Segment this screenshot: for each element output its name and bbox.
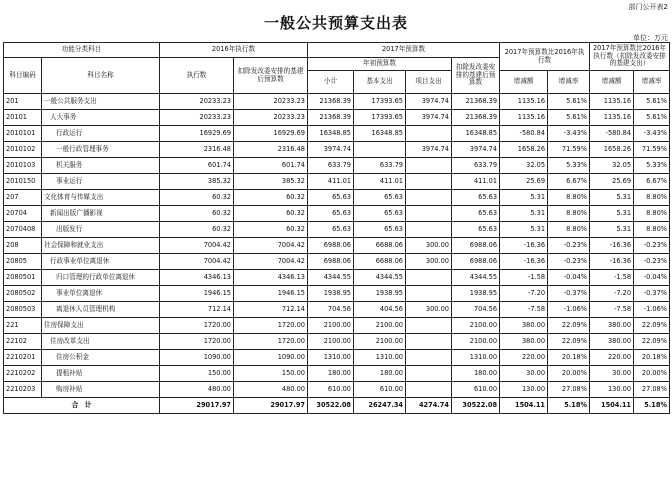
header-change-2017-vs-2016: 2017年预算数比2016年执行数 [500, 43, 590, 71]
cell-name: 事业运行 [42, 174, 160, 190]
cell-basic: 17393.65 [354, 110, 406, 126]
cell-project [406, 206, 452, 222]
cell-exec: 150.00 [160, 366, 234, 382]
cell-project: 3974.74 [406, 110, 452, 126]
cell-incr-amt-2: 5.31 [590, 222, 634, 238]
cell-code: 2080503 [4, 302, 42, 318]
cell-code: 2010102 [4, 142, 42, 158]
cell-incr-rate: -0.23% [548, 238, 590, 254]
cell-exec: 20233.23 [160, 110, 234, 126]
header-incr-rate: 增减率 [548, 71, 590, 94]
cell-exec-excl: 7004.42 [234, 254, 308, 270]
cell-incr-amt: 25.69 [500, 174, 548, 190]
cell-budget-excl: 180.00 [452, 366, 500, 382]
cell-basic: 1310.00 [354, 350, 406, 366]
header-budget-2017: 2017年预算数 [308, 43, 500, 58]
cell-incr-rate-2: 5.61% [634, 94, 670, 110]
cell-code: 22102 [4, 334, 42, 350]
cell-name: 人大事务 [42, 110, 160, 126]
cell-project: 3974.74 [406, 94, 452, 110]
cell-code: 207 [4, 190, 42, 206]
cell-exec-excl: 1090.00 [234, 350, 308, 366]
cell-incr-rate: -0.23% [548, 254, 590, 270]
cell-budget-excl: 4344.55 [452, 270, 500, 286]
header-name: 科目名称 [42, 58, 160, 94]
total-cell-exec: 29017.97 [160, 398, 234, 414]
total-cell-incr-amt-2: 1504.11 [590, 398, 634, 414]
cell-name: 归口管理的行政单位离退休 [42, 270, 160, 286]
cell-incr-amt: -16.36 [500, 238, 548, 254]
cell-incr-rate: -3.43% [548, 126, 590, 142]
cell-exec-excl: 385.32 [234, 174, 308, 190]
cell-incr-amt: 1135.16 [500, 110, 548, 126]
cell-incr-amt-2: 1658.26 [590, 142, 634, 158]
cell-budget-excl: 1310.00 [452, 350, 500, 366]
cell-incr-amt-2: -7.20 [590, 286, 634, 302]
total-cell-incr-amt: 1504.11 [500, 398, 548, 414]
cell-incr-rate: 8.80% [548, 222, 590, 238]
cell-subtotal: 65.63 [308, 222, 354, 238]
cell-subtotal: 2100.00 [308, 334, 354, 350]
unit-label: 单位：万元 [633, 34, 668, 42]
table-row [4, 382, 670, 398]
cell-incr-rate: 8.80% [548, 206, 590, 222]
cell-project [406, 158, 452, 174]
table-row [4, 302, 670, 318]
table-row [4, 94, 670, 110]
table-row [4, 270, 670, 286]
cell-incr-rate-2: 6.67% [634, 174, 670, 190]
cell-code: 221 [4, 318, 42, 334]
cell-exec-excl: 4346.13 [234, 270, 308, 286]
header-budget-excl-ndrc: 扣除发改委安排的基建后预算数 [452, 58, 500, 94]
cell-subtotal: 6988.06 [308, 254, 354, 270]
table-row [4, 142, 670, 158]
cell-incr-rate: 6.67% [548, 174, 590, 190]
table-row [4, 174, 670, 190]
cell-subtotal: 3974.74 [308, 142, 354, 158]
cell-incr-amt-2: 5.31 [590, 206, 634, 222]
cell-project [406, 222, 452, 238]
cell-exec-excl: 60.32 [234, 206, 308, 222]
cell-incr-amt: 5.31 [500, 190, 548, 206]
cell-code: 2210202 [4, 366, 42, 382]
cell-exec: 480.00 [160, 382, 234, 398]
budget-table [3, 42, 670, 414]
cell-incr-amt-2: 220.00 [590, 350, 634, 366]
cell-name: 一般公共服务支出 [42, 94, 160, 110]
total-row [4, 398, 670, 414]
cell-budget-excl: 65.63 [452, 206, 500, 222]
cell-incr-rate: 27.08% [548, 382, 590, 398]
cell-basic: 610.00 [354, 382, 406, 398]
cell-code: 2080501 [4, 270, 42, 286]
cell-exec-excl: 712.14 [234, 302, 308, 318]
cell-exec: 1720.00 [160, 334, 234, 350]
cell-exec: 601.74 [160, 158, 234, 174]
cell-project [406, 382, 452, 398]
cell-subtotal: 6988.06 [308, 238, 354, 254]
cell-name: 住房公积金 [42, 350, 160, 366]
cell-exec-excl: 2316.48 [234, 142, 308, 158]
table-row [4, 190, 670, 206]
cell-exec: 1946.15 [160, 286, 234, 302]
cell-name: 住房保障支出 [42, 318, 160, 334]
cell-incr-rate: 20.18% [548, 350, 590, 366]
cell-subtotal: 1938.95 [308, 286, 354, 302]
cell-name: 离退休人员管理机构 [42, 302, 160, 318]
table-row [4, 126, 670, 142]
table-row [4, 222, 670, 238]
cell-subtotal: 704.56 [308, 302, 354, 318]
cell-project: 300.00 [406, 238, 452, 254]
cell-incr-rate-2: -0.23% [634, 238, 670, 254]
header-row-1 [4, 43, 670, 58]
cell-incr-rate: -1.06% [548, 302, 590, 318]
table-row [4, 206, 670, 222]
cell-budget-excl: 3974.74 [452, 142, 500, 158]
header-year-budget: 年初预算数 [308, 58, 452, 71]
cell-subtotal: 610.00 [308, 382, 354, 398]
cell-incr-amt: -7.58 [500, 302, 548, 318]
cell-code: 2010101 [4, 126, 42, 142]
cell-incr-amt-2: 5.31 [590, 190, 634, 206]
cell-exec: 16929.69 [160, 126, 234, 142]
cell-budget-excl: 704.56 [452, 302, 500, 318]
total-cell-incr-rate-2: 5.18% [634, 398, 670, 414]
header-incr-rate-2: 增减率 [634, 71, 670, 94]
cell-incr-amt-2: -16.36 [590, 254, 634, 270]
cell-name: 购房补贴 [42, 382, 160, 398]
page-title: 一般公共预算支出表 [263, 14, 408, 32]
cell-exec: 4346.13 [160, 270, 234, 286]
cell-basic: 65.63 [354, 222, 406, 238]
cell-exec-excl: 1720.00 [234, 318, 308, 334]
cell-subtotal: 16348.85 [308, 126, 354, 142]
cell-subtotal: 4344.55 [308, 270, 354, 286]
cell-incr-rate-2: 5.61% [634, 110, 670, 126]
cell-basic: 633.79 [354, 158, 406, 174]
cell-incr-amt-2: 30.00 [590, 366, 634, 382]
cell-incr-rate-2: -1.06% [634, 302, 670, 318]
cell-exec: 7004.42 [160, 238, 234, 254]
table-row [4, 350, 670, 366]
total-cell-incr-rate: 5.18% [548, 398, 590, 414]
cell-incr-amt-2: 25.69 [590, 174, 634, 190]
table-row [4, 158, 670, 174]
cell-exec: 20233.23 [160, 94, 234, 110]
cell-project [406, 190, 452, 206]
header-basic: 基本支出 [354, 71, 406, 94]
cell-project: 300.00 [406, 302, 452, 318]
cell-project [406, 334, 452, 350]
cell-incr-rate-2: -0.23% [634, 254, 670, 270]
cell-exec-excl: 20233.23 [234, 110, 308, 126]
cell-name: 一般行政管理事务 [42, 142, 160, 158]
cell-exec-excl: 60.32 [234, 222, 308, 238]
cell-incr-amt: 380.00 [500, 334, 548, 350]
cell-project [406, 366, 452, 382]
cell-name: 社会保障和就业支出 [42, 238, 160, 254]
cell-project [406, 126, 452, 142]
cell-incr-amt: 380.00 [500, 318, 548, 334]
cell-project [406, 174, 452, 190]
header-subtotal: 小计 [308, 71, 354, 94]
cell-incr-rate-2: 71.59% [634, 142, 670, 158]
cell-project [406, 270, 452, 286]
cell-subtotal: 411.01 [308, 174, 354, 190]
cell-basic: 2100.00 [354, 334, 406, 350]
cell-exec: 712.14 [160, 302, 234, 318]
cell-basic: 16348.85 [354, 126, 406, 142]
cell-incr-rate-2: -0.37% [634, 286, 670, 302]
cell-budget-excl: 1938.95 [452, 286, 500, 302]
cell-incr-rate: 71.59% [548, 142, 590, 158]
cell-incr-rate-2: 8.80% [634, 206, 670, 222]
cell-budget-excl: 2100.00 [452, 318, 500, 334]
cell-name: 文化体育与传媒支出 [42, 190, 160, 206]
cell-budget-excl: 610.00 [452, 382, 500, 398]
cell-subtotal: 21368.39 [308, 94, 354, 110]
cell-exec: 60.32 [160, 190, 234, 206]
table-number-label: 部门公开表2 [628, 3, 668, 11]
cell-code: 2210201 [4, 350, 42, 366]
cell-incr-rate-2: 22.09% [634, 318, 670, 334]
cell-subtotal: 2100.00 [308, 318, 354, 334]
cell-incr-amt: -7.20 [500, 286, 548, 302]
cell-basic: 4344.55 [354, 270, 406, 286]
cell-subtotal: 1310.00 [308, 350, 354, 366]
cell-basic: 6688.06 [354, 254, 406, 270]
cell-incr-rate: 22.09% [548, 318, 590, 334]
cell-code: 208 [4, 238, 42, 254]
cell-incr-rate-2: -0.04% [634, 270, 670, 286]
cell-incr-rate-2: 8.80% [634, 190, 670, 206]
header-exec-2016: 2016年执行数 [160, 43, 308, 58]
cell-incr-amt-2: 32.05 [590, 158, 634, 174]
cell-subtotal: 65.63 [308, 190, 354, 206]
cell-incr-rate: 5.61% [548, 110, 590, 126]
cell-incr-rate-2: 20.18% [634, 350, 670, 366]
cell-incr-rate-2: 20.00% [634, 366, 670, 382]
cell-budget-excl: 65.63 [452, 190, 500, 206]
cell-incr-amt-2: 1135.16 [590, 110, 634, 126]
header-func-class: 功能分类科目 [4, 43, 160, 58]
cell-incr-amt: 5.31 [500, 222, 548, 238]
cell-exec: 1720.00 [160, 318, 234, 334]
cell-exec: 1090.00 [160, 350, 234, 366]
total-cell-project: 4274.74 [406, 398, 452, 414]
cell-incr-amt: 1135.16 [500, 94, 548, 110]
cell-incr-rate-2: 8.80% [634, 222, 670, 238]
cell-incr-rate: 5.33% [548, 158, 590, 174]
cell-code: 2070408 [4, 222, 42, 238]
cell-incr-amt: 130.00 [500, 382, 548, 398]
cell-incr-rate-2: 5.33% [634, 158, 670, 174]
cell-basic: 411.01 [354, 174, 406, 190]
cell-exec: 7004.42 [160, 254, 234, 270]
cell-subtotal: 21368.39 [308, 110, 354, 126]
header-exec-excl-ndrc: 扣除发改委安排的基建后预算数 [234, 58, 308, 94]
cell-incr-rate-2: 22.09% [634, 334, 670, 350]
cell-basic: 65.63 [354, 190, 406, 206]
cell-exec: 385.32 [160, 174, 234, 190]
cell-incr-amt-2: -16.36 [590, 238, 634, 254]
cell-exec: 2316.48 [160, 142, 234, 158]
cell-exec-excl: 20233.23 [234, 94, 308, 110]
cell-code: 2010150 [4, 174, 42, 190]
cell-project: 300.00 [406, 254, 452, 270]
cell-basic: 404.56 [354, 302, 406, 318]
cell-incr-rate: -0.04% [548, 270, 590, 286]
cell-basic: 2100.00 [354, 318, 406, 334]
cell-exec: 60.32 [160, 222, 234, 238]
table-row [4, 318, 670, 334]
cell-basic: 180.00 [354, 366, 406, 382]
cell-name: 出版发行 [42, 222, 160, 238]
cell-incr-rate: -0.37% [548, 286, 590, 302]
cell-name: 事业单位离退休 [42, 286, 160, 302]
cell-project [406, 318, 452, 334]
cell-basic: 1938.95 [354, 286, 406, 302]
cell-budget-excl: 6988.06 [452, 254, 500, 270]
cell-incr-amt: 1658.26 [500, 142, 548, 158]
cell-incr-amt-2: -1.58 [590, 270, 634, 286]
cell-basic: 6688.06 [354, 238, 406, 254]
cell-budget-excl: 6988.06 [452, 238, 500, 254]
cell-code: 2010103 [4, 158, 42, 174]
cell-budget-excl: 21368.39 [452, 94, 500, 110]
cell-code: 2210203 [4, 382, 42, 398]
cell-incr-rate: 5.61% [548, 94, 590, 110]
header-code: 科目编码 [4, 58, 42, 94]
cell-incr-amt: 30.00 [500, 366, 548, 382]
table-row [4, 334, 670, 350]
total-label: 合 计 [4, 398, 160, 414]
cell-incr-amt: -1.58 [500, 270, 548, 286]
cell-incr-rate: 22.09% [548, 334, 590, 350]
cell-subtotal: 180.00 [308, 366, 354, 382]
cell-incr-rate-2: -3.43% [634, 126, 670, 142]
header-project: 项目支出 [406, 71, 452, 94]
cell-budget-excl: 65.63 [452, 222, 500, 238]
table-row [4, 110, 670, 126]
total-cell-exec-excl: 29017.97 [234, 398, 308, 414]
cell-code: 20704 [4, 206, 42, 222]
total-cell-budget-excl: 30522.08 [452, 398, 500, 414]
cell-exec-excl: 1946.15 [234, 286, 308, 302]
cell-subtotal: 633.79 [308, 158, 354, 174]
cell-incr-amt-2: 130.00 [590, 382, 634, 398]
cell-incr-amt-2: 380.00 [590, 318, 634, 334]
header-incr-amt: 增减额 [500, 71, 548, 94]
cell-incr-amt: 220.00 [500, 350, 548, 366]
cell-exec-excl: 60.32 [234, 190, 308, 206]
header-exec: 执行数 [160, 58, 234, 94]
cell-exec: 60.32 [160, 206, 234, 222]
header-incr-amt-2: 增减额 [590, 71, 634, 94]
cell-budget-excl: 16348.85 [452, 126, 500, 142]
cell-exec-excl: 16929.69 [234, 126, 308, 142]
cell-budget-excl: 411.01 [452, 174, 500, 190]
cell-incr-rate: 20.00% [548, 366, 590, 382]
cell-name: 机关服务 [42, 158, 160, 174]
cell-incr-rate: 8.80% [548, 190, 590, 206]
cell-name: 提租补贴 [42, 366, 160, 382]
table-row [4, 286, 670, 302]
total-cell-basic: 26247.34 [354, 398, 406, 414]
table-row [4, 366, 670, 382]
cell-exec-excl: 1720.00 [234, 334, 308, 350]
cell-exec-excl: 480.00 [234, 382, 308, 398]
cell-basic [354, 142, 406, 158]
cell-basic: 17393.65 [354, 94, 406, 110]
cell-exec-excl: 7004.42 [234, 238, 308, 254]
cell-code: 20101 [4, 110, 42, 126]
cell-exec-excl: 150.00 [234, 366, 308, 382]
total-cell-subtotal: 30522.08 [308, 398, 354, 414]
cell-name: 新闻出版广播影视 [42, 206, 160, 222]
cell-incr-rate-2: 27.08% [634, 382, 670, 398]
cell-project: 3974.74 [406, 142, 452, 158]
cell-project [406, 286, 452, 302]
cell-incr-amt: -580.84 [500, 126, 548, 142]
cell-name: 住房改革支出 [42, 334, 160, 350]
cell-budget-excl: 2100.00 [452, 334, 500, 350]
header-change-excl: 2017年预算数比2016年执行数（扣除发改委安排的基建支出） [590, 43, 670, 71]
cell-incr-amt-2: -7.58 [590, 302, 634, 318]
cell-budget-excl: 21368.39 [452, 110, 500, 126]
cell-subtotal: 65.63 [308, 206, 354, 222]
cell-name: 行政事业单位离退休 [42, 254, 160, 270]
cell-name: 行政运行 [42, 126, 160, 142]
table-row [4, 254, 670, 270]
cell-incr-amt: 32.05 [500, 158, 548, 174]
cell-budget-excl: 633.79 [452, 158, 500, 174]
cell-project [406, 350, 452, 366]
cell-code: 20805 [4, 254, 42, 270]
cell-incr-amt-2: 380.00 [590, 334, 634, 350]
cell-code: 201 [4, 94, 42, 110]
cell-exec-excl: 601.74 [234, 158, 308, 174]
cell-incr-amt-2: -580.84 [590, 126, 634, 142]
cell-incr-amt: 5.31 [500, 206, 548, 222]
cell-incr-amt-2: 1135.16 [590, 94, 634, 110]
cell-basic: 65.63 [354, 206, 406, 222]
cell-incr-amt: -16.36 [500, 254, 548, 270]
table-row [4, 238, 670, 254]
cell-code: 2080502 [4, 286, 42, 302]
